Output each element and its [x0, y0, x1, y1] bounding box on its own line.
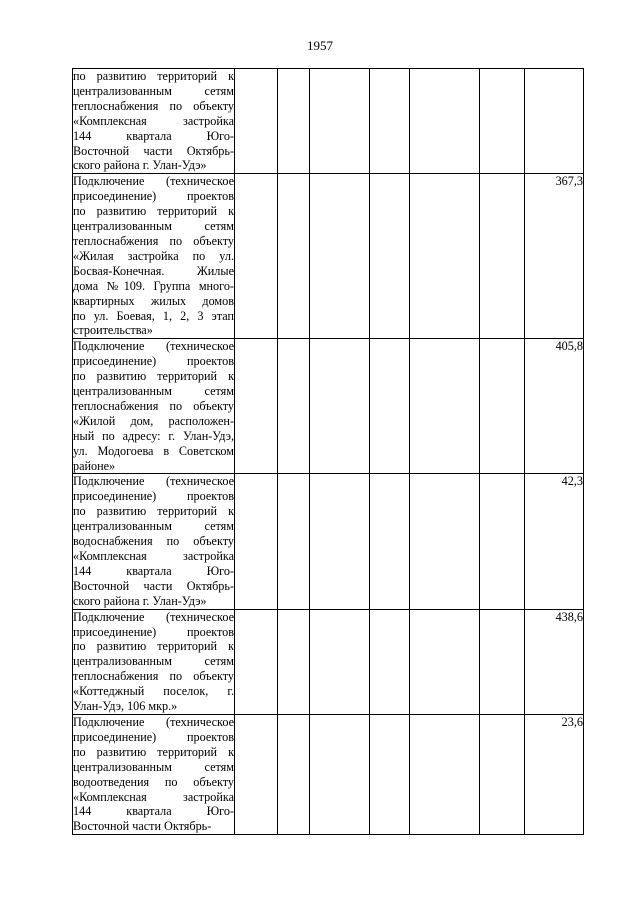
description-line: по ул. Боевая, 1, 2, 3 этап — [73, 308, 234, 323]
empty-cell — [235, 339, 278, 474]
description-line: присоединение) проектов — [73, 624, 234, 639]
description-line: «Жилой дом, расположен- — [73, 413, 234, 428]
empty-cell — [310, 174, 370, 339]
empty-cell — [370, 174, 410, 339]
empty-cell — [310, 474, 370, 609]
empty-cell — [278, 69, 310, 174]
value-cell: 438,6 — [525, 609, 584, 714]
table-row — [73, 474, 584, 609]
description-cell — [73, 609, 235, 714]
empty-cell — [410, 339, 480, 474]
table-row — [73, 714, 584, 834]
empty-cell — [370, 609, 410, 714]
description-line: Восточной части Октябрь- — [73, 819, 212, 834]
description-line: «Комплексная застройка — [73, 549, 234, 563]
description-line: 144 квартала Юго- — [73, 563, 234, 578]
description-line: «Жилая застройка по ул. — [73, 248, 234, 263]
value-cell: 23,6 — [525, 714, 584, 834]
description-cell — [73, 69, 235, 174]
empty-cell — [235, 69, 278, 174]
description-line: присоединение) проектов — [73, 729, 234, 744]
description-line: 144 квартала Юго- — [73, 804, 234, 819]
empty-cell — [410, 69, 480, 174]
empty-cell — [278, 609, 310, 714]
description-line: 144 квартала Юго- — [73, 128, 234, 143]
empty-cell — [310, 609, 370, 714]
description-line: дома №109. Группа много- — [73, 278, 234, 293]
empty-cell — [278, 474, 310, 609]
description-line: по развитию территорий к — [73, 69, 234, 83]
description-line: «Коттеджный поселок, г. — [73, 684, 234, 699]
empty-cell — [235, 714, 278, 834]
description-line: ный по адресу: г. Улан-Удэ, — [73, 428, 234, 443]
description-line: централизованным сетям — [73, 219, 234, 234]
empty-cell — [235, 609, 278, 714]
description-line: Восточной части Октябрь- — [73, 578, 234, 593]
description-line: теплоснабжения по объекту — [73, 669, 234, 684]
description-line: Босвая-Конечная. Жилые — [73, 263, 234, 278]
description-line: районе» — [73, 458, 116, 473]
description-line: централизованным сетям — [73, 759, 234, 774]
description-line: теплоснабжения по объекту — [73, 233, 234, 248]
description-line: теплоснабжения по объекту — [73, 398, 234, 413]
page-number: 1957 — [307, 38, 333, 53]
empty-cell — [278, 339, 310, 474]
empty-cell — [310, 714, 370, 834]
value-cell: 405,8 — [525, 339, 584, 474]
empty-cell — [235, 474, 278, 609]
description-cell — [73, 474, 235, 609]
description-line: централизованным сетям — [73, 654, 234, 669]
empty-cell — [278, 174, 310, 339]
empty-cell — [480, 474, 525, 609]
description-line: присоединение) проектов — [73, 489, 234, 504]
empty-cell — [480, 714, 525, 834]
description-line: централизованным сетям — [73, 519, 234, 534]
empty-cell — [410, 474, 480, 609]
description-line: Подключение (техническое — [73, 339, 234, 354]
empty-cell — [310, 69, 370, 174]
description-line: Восточной части Октябрь- — [73, 143, 234, 158]
description-line: присоединение) проектов — [73, 189, 234, 204]
description-line: Подключение (техническое — [73, 474, 234, 489]
empty-cell — [370, 339, 410, 474]
description-line: водоотведения по объекту — [73, 774, 234, 789]
empty-cell — [310, 339, 370, 474]
description-line: Подключение (техническое — [73, 609, 234, 624]
description-line: централизованным сетям — [73, 83, 234, 98]
description-line: Улан-Удэ, 106 мкр.» — [73, 699, 178, 714]
description-line: строительства» — [73, 323, 153, 338]
empty-cell — [480, 609, 525, 714]
empty-cell — [480, 339, 525, 474]
description-line: по развитию территорий к — [73, 369, 234, 384]
description-line: Подключение (техническое — [73, 174, 234, 189]
description-cell — [73, 174, 235, 339]
description-line: по развитию территорий к — [73, 744, 234, 759]
description-line: ского района г. Улан-Удэ» — [73, 593, 207, 608]
table-row — [73, 609, 584, 714]
empty-cell — [278, 714, 310, 834]
description-line: Подключение (техническое — [73, 714, 234, 729]
empty-cell — [235, 174, 278, 339]
empty-cell — [370, 474, 410, 609]
description-line: ул. Модогоева в Советском — [73, 443, 234, 458]
value-cell: 42,3 — [525, 474, 584, 609]
description-line: по развитию территорий к — [73, 504, 234, 519]
table-row — [73, 339, 584, 474]
description-line: присоединение) проектов — [73, 354, 234, 369]
empty-cell — [370, 714, 410, 834]
description-line: «Комплексная застройка — [73, 789, 234, 804]
value-cell: 367,3 — [525, 174, 584, 339]
table-row — [73, 174, 584, 339]
description-cell — [73, 339, 235, 474]
empty-cell — [410, 609, 480, 714]
empty-cell — [410, 714, 480, 834]
description-line: водоснабжения по объекту — [73, 534, 234, 549]
table-row — [73, 69, 584, 174]
data-table — [72, 68, 584, 835]
empty-cell — [370, 69, 410, 174]
description-line: «Комплексная застройка — [73, 113, 234, 128]
description-line: по развитию территорий к — [73, 204, 234, 219]
description-line: теплоснабжения по объекту — [73, 98, 234, 113]
empty-cell — [410, 174, 480, 339]
empty-cell — [480, 69, 525, 174]
empty-cell — [480, 174, 525, 339]
description-line: квартирных жилых домов — [73, 293, 234, 308]
description-cell — [73, 714, 235, 834]
description-line: централизованным сетям — [73, 384, 234, 399]
description-line: ского района г. Улан-Удэ» — [73, 158, 207, 173]
description-line: по развитию территорий к — [73, 639, 234, 654]
value-cell — [525, 69, 584, 174]
